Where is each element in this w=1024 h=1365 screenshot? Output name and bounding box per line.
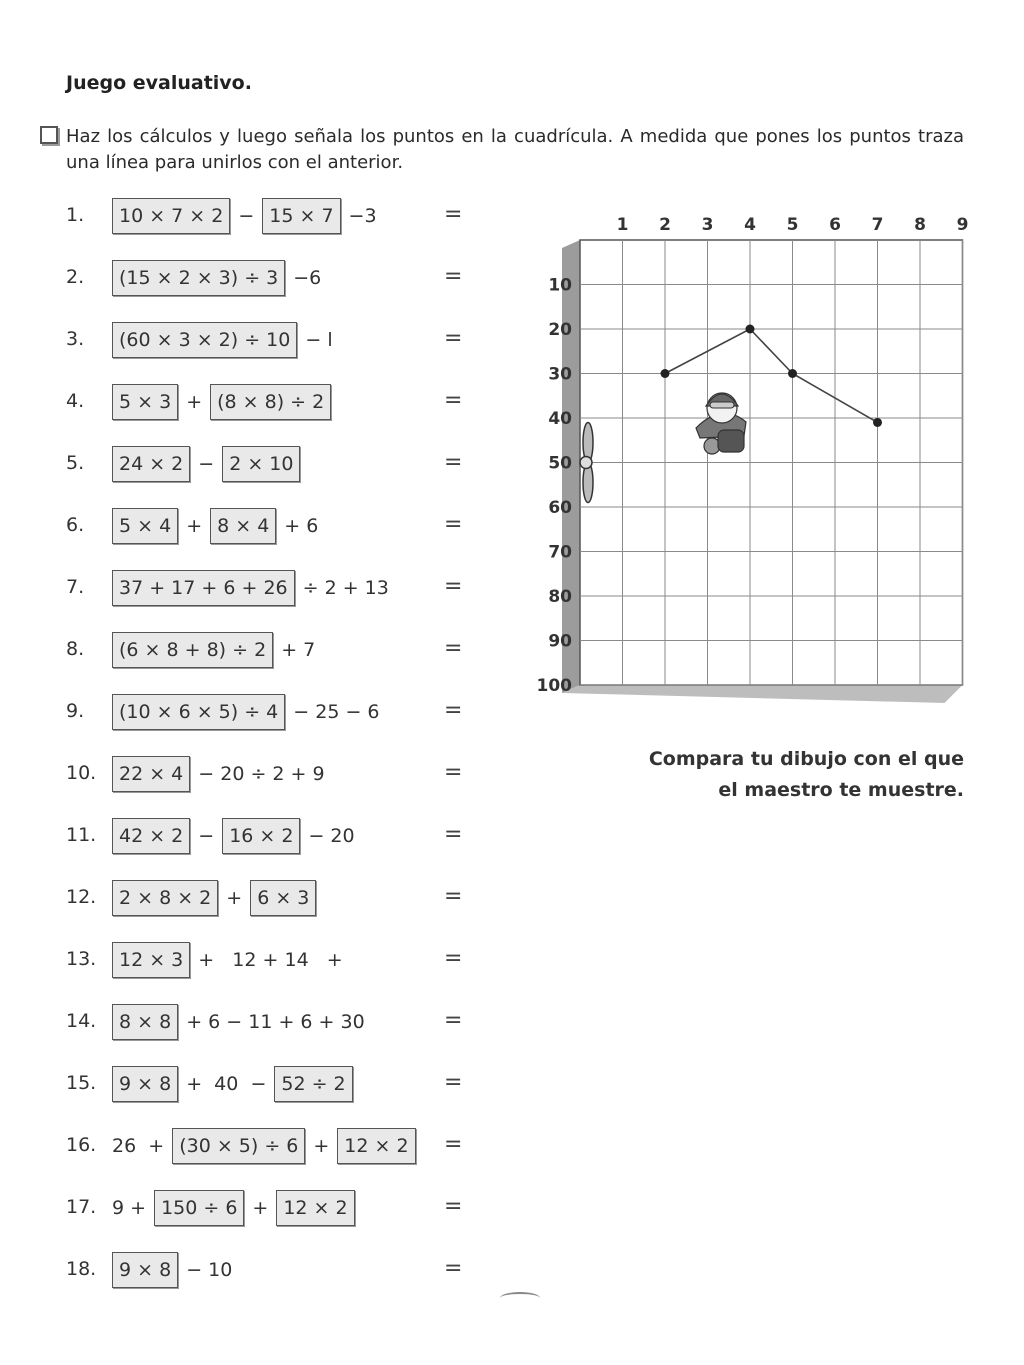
exercise-row [0, 630, 480, 670]
instructions-text: Haz los cálculos y luego señala los puntos en la cuadrícula. A medida que pones los puntos traza una línea para unirlos con el anterior. [66, 126, 964, 173]
operator-text: − [198, 453, 215, 475]
operator-text: 26 + [112, 1135, 165, 1157]
operation-box: 2 × 8 × 2 [112, 880, 218, 916]
answer-equals[interactable]: = [444, 1070, 463, 1095]
exercise-expression [112, 694, 380, 730]
pilot-body [718, 430, 744, 452]
exercise-expression [112, 260, 321, 296]
operator-text: − l [305, 329, 333, 351]
answer-equals[interactable]: = [444, 388, 463, 413]
exercise-row [0, 258, 480, 298]
operator-text: − 25 − 6 [293, 701, 380, 723]
caption [620, 744, 964, 806]
exercise-number: 8. [66, 638, 85, 660]
grid-y-label: 40 [548, 409, 572, 429]
exercise-row [0, 1250, 480, 1290]
answer-equals[interactable]: = [444, 202, 463, 227]
operation-box: 16 × 2 [222, 818, 300, 854]
operator-text: + [226, 887, 243, 909]
operation-box: (6 × 8 + 8) ÷ 2 [112, 632, 273, 668]
exercise-number: 4. [66, 390, 85, 412]
page-curl-mark [500, 1292, 540, 1304]
operation-box: 12 × 2 [276, 1190, 354, 1226]
exercise-row [0, 196, 480, 236]
exercise-number: 2. [66, 266, 85, 288]
exercise-row [0, 444, 480, 484]
exercise-number: 15. [66, 1072, 97, 1094]
exercise-expression [112, 1190, 355, 1226]
grid-x-label: 3 [701, 215, 714, 235]
answer-equals[interactable]: = [444, 760, 463, 785]
operator-text: 9 + [112, 1197, 147, 1219]
exercise-expression [112, 384, 331, 420]
answer-equals[interactable]: = [444, 512, 463, 537]
grid-x-label: 1 [616, 215, 629, 235]
operator-text: + [252, 1197, 269, 1219]
operation-box: 2 × 10 [222, 446, 300, 482]
exercise-row [0, 692, 480, 732]
exercise-row [0, 568, 480, 608]
operator-text: + [186, 391, 203, 413]
exercise-expression [112, 880, 316, 916]
grid-y-label: 30 [548, 364, 572, 385]
grid-x-label: 4 [744, 215, 756, 235]
operation-box: (30 × 5) ÷ 6 [172, 1128, 305, 1164]
operator-text: + 7 [281, 639, 316, 661]
exercise-row [0, 878, 480, 918]
operator-text: − 10 [186, 1259, 233, 1281]
propeller-hub [580, 457, 592, 469]
grid-y-label: 50 [548, 453, 572, 474]
operation-box: 8 × 8 [112, 1004, 178, 1040]
exercise-row [0, 754, 480, 794]
exercise-row [0, 1188, 480, 1228]
answer-equals[interactable]: = [444, 264, 463, 289]
exercise-expression [112, 756, 325, 792]
exercise-number: 16. [66, 1134, 97, 1156]
exercise-row [0, 1064, 480, 1104]
exercise-row [0, 1126, 480, 1166]
exercise-expression [112, 1252, 232, 1288]
exercise-row [0, 816, 480, 856]
caption-line-2: el maestro te muestre. [718, 779, 964, 801]
operator-text: + [186, 515, 203, 537]
operator-text: ÷ 2 + 13 [302, 577, 389, 599]
exercise-row [0, 382, 480, 422]
answer-equals[interactable]: = [444, 884, 463, 909]
operator-text: − 20 [308, 825, 355, 847]
operation-box: 42 × 2 [112, 818, 190, 854]
grid-x-label: 6 [829, 215, 841, 235]
operation-box: 10 × 7 × 2 [112, 198, 230, 234]
answer-equals[interactable]: = [444, 946, 463, 971]
plotted-point [746, 325, 755, 334]
operation-box: 6 × 3 [250, 880, 316, 916]
exercise-number: 5. [66, 452, 85, 474]
exercise-number: 18. [66, 1258, 97, 1280]
exercise-expression [112, 322, 333, 358]
exercise-expression [112, 1066, 353, 1102]
exercise-number: 9. [66, 700, 85, 722]
operator-text: − [198, 825, 215, 847]
exercise-expression [112, 818, 355, 854]
operation-box: (8 × 8) ÷ 2 [210, 384, 331, 420]
caption-line-1: Compara tu dibujo con el que [648, 748, 964, 770]
answer-equals[interactable]: = [444, 326, 463, 351]
exercise-expression [112, 632, 315, 668]
operator-text: + [313, 1135, 330, 1157]
answer-equals[interactable]: = [444, 822, 463, 847]
operation-box: 5 × 3 [112, 384, 178, 420]
grid-y-label: 10 [548, 275, 572, 296]
exercise-number: 7. [66, 576, 85, 598]
grid-bottom-edge [562, 685, 963, 703]
grid-x-label: 2 [659, 215, 671, 235]
operation-box: 150 ÷ 6 [154, 1190, 244, 1226]
operator-text: + 6 − 11 + 6 + 30 [186, 1011, 365, 1033]
operator-text: −6 [293, 267, 322, 289]
plotted-point [788, 369, 797, 378]
answer-equals[interactable]: = [444, 450, 463, 475]
exercise-number: 12. [66, 886, 97, 908]
answer-equals[interactable]: = [444, 1008, 463, 1033]
operator-text: − [238, 205, 255, 227]
operation-box: 8 × 4 [210, 508, 276, 544]
exercise-number: 6. [66, 514, 85, 536]
answer-equals[interactable]: = [444, 1132, 463, 1157]
exercise-row [0, 506, 480, 546]
exercise-expression [112, 198, 377, 234]
grid-y-label: 80 [548, 587, 572, 607]
exercise-expression [112, 508, 318, 544]
operation-box: (10 × 6 × 5) ÷ 4 [112, 694, 285, 730]
operation-box: 24 × 2 [112, 446, 190, 482]
operation-box: 52 ÷ 2 [274, 1066, 352, 1102]
exercise-row [0, 940, 480, 980]
exercise-number: 1. [66, 204, 85, 226]
grid-y-label: 70 [548, 542, 572, 563]
grid-x-label: 7 [871, 215, 884, 235]
grid-y-label: 20 [548, 320, 572, 340]
exercise-expression [112, 1004, 365, 1040]
operator-text: −3 [348, 205, 377, 227]
grid-x-label: 5 [786, 215, 799, 235]
answer-equals[interactable]: = [444, 636, 463, 661]
answer-equals[interactable]: = [444, 1194, 463, 1219]
operation-box: (60 × 3 × 2) ÷ 10 [112, 322, 297, 358]
exercise-number: 14. [66, 1010, 97, 1032]
operation-box: 37 + 17 + 6 + 26 [112, 570, 295, 606]
coordinate-grid [520, 206, 980, 726]
grid-y-label: 100 [536, 676, 572, 696]
operation-box: 9 × 8 [112, 1066, 178, 1102]
plotted-point [661, 369, 670, 378]
exercise-row [0, 1002, 480, 1042]
operation-box: 9 × 8 [112, 1252, 178, 1288]
exercise-number: 10. [66, 762, 97, 784]
grid-x-label: 9 [956, 215, 969, 235]
operation-box: 22 × 4 [112, 756, 190, 792]
exercise-expression [112, 570, 389, 606]
operator-text: + 40 − [186, 1073, 267, 1095]
exercise-expression [112, 942, 343, 978]
exercise-number: 11. [66, 824, 97, 846]
answer-equals[interactable]: = [444, 574, 463, 599]
operator-text: + 6 [284, 515, 319, 537]
exercise-row [0, 320, 480, 360]
exercise-number: 13. [66, 948, 97, 970]
operation-box: 5 × 4 [112, 508, 178, 544]
operation-box: 12 × 3 [112, 942, 190, 978]
exercise-number: 17. [66, 1196, 97, 1218]
operation-box: 12 × 2 [337, 1128, 415, 1164]
answer-equals[interactable]: = [444, 698, 463, 723]
operation-box: (15 × 2 × 3) ÷ 3 [112, 260, 285, 296]
grid-y-label: 60 [548, 498, 572, 518]
exercise-expression [112, 1128, 416, 1164]
grid-x-label: 8 [914, 215, 926, 235]
operator-text: + 12 + 14 + [198, 949, 343, 971]
operation-box: 15 × 7 [262, 198, 340, 234]
operator-text: − 20 ÷ 2 + 9 [198, 763, 325, 785]
exercise-expression [112, 446, 300, 482]
exercise-number: 3. [66, 328, 85, 350]
grid-y-label: 90 [548, 631, 572, 652]
task-checkbox[interactable] [40, 126, 58, 144]
answer-equals[interactable]: = [444, 1256, 463, 1281]
plotted-point [873, 418, 882, 427]
grid-svg [520, 206, 980, 726]
page-title: Juego evaluativo. [66, 72, 252, 94]
pilot-goggles [710, 402, 734, 408]
